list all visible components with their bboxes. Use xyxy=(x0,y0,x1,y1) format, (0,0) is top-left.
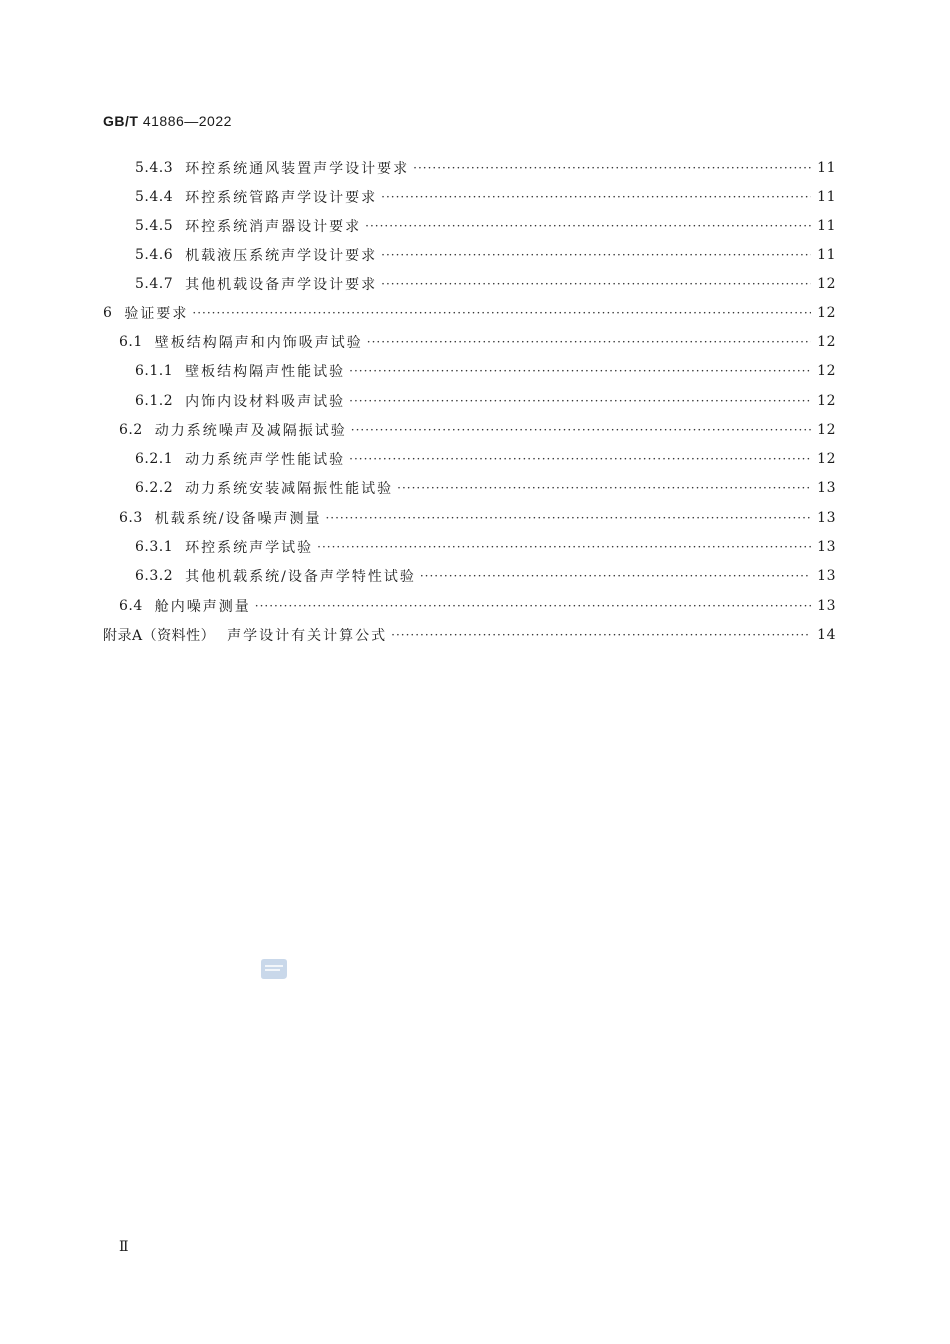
leader-dots xyxy=(255,599,811,613)
toc-entry-title: 壁板结构隔声和内饰吸声试验 xyxy=(154,335,363,351)
toc-entry-title: 机载液压系统声学设计要求 xyxy=(185,248,378,264)
toc-entry-number: 6.2.1 xyxy=(135,451,174,467)
toc-entry-page: 11 xyxy=(817,247,836,263)
toc-entry-title: 验证要求 xyxy=(124,306,189,322)
toc-entry-page: 11 xyxy=(817,189,836,205)
toc-entry-title: 舱内噪声测量 xyxy=(154,599,251,615)
toc-entry-page: 11 xyxy=(817,160,836,176)
toc-entry-number: 6.2.2 xyxy=(135,480,174,496)
toc-entry[interactable] xyxy=(119,508,836,528)
standard-code: GB/T xyxy=(103,113,139,129)
toc-entry-title: 其他机载设备声学设计要求 xyxy=(185,277,378,293)
leader-dots xyxy=(192,306,811,320)
toc-entry-title: 环控系统通风装置声学设计要求 xyxy=(185,161,410,177)
toc-entry[interactable] xyxy=(135,216,836,236)
toc-entry-title: 内饰内设材料吸声试验 xyxy=(185,394,346,410)
leader-dots xyxy=(367,335,811,349)
toc-entry-page: 12 xyxy=(817,305,836,321)
toc-entry-number: 5.4.3 xyxy=(135,160,174,176)
toc-entry-title: 机载系统/设备噪声测量 xyxy=(154,511,322,527)
toc-entry[interactable] xyxy=(135,537,836,557)
toc-entry-number: 5.4.5 xyxy=(135,218,174,234)
standard-number: 41886—2022 xyxy=(142,113,232,129)
toc-entry-number: 附录A（资料性） xyxy=(103,628,216,644)
toc-entry[interactable] xyxy=(135,245,836,265)
leader-dots xyxy=(351,423,811,437)
toc-entry-title: 环控系统声学试验 xyxy=(185,540,314,556)
toc-entry-page: 12 xyxy=(817,334,836,350)
toc-entry[interactable] xyxy=(135,391,836,411)
toc-entry-number: 5.4.6 xyxy=(135,247,174,263)
toc-entry-number: 6.3 xyxy=(119,510,143,526)
toc-entry-page: 13 xyxy=(817,598,836,614)
toc-entry-page: 11 xyxy=(817,218,836,234)
leader-dots xyxy=(397,481,811,495)
toc-entry-number: 6.2 xyxy=(119,422,143,438)
toc-entry[interactable] xyxy=(119,332,836,352)
toc-entry-page: 13 xyxy=(817,510,836,526)
leader-dots xyxy=(365,219,811,233)
toc-entry-page: 14 xyxy=(817,627,836,643)
leader-dots xyxy=(381,248,811,262)
leader-dots xyxy=(391,628,811,642)
leader-dots xyxy=(381,277,811,291)
toc-entry-title: 声学设计有关计算公式 xyxy=(227,628,388,644)
toc-entry[interactable] xyxy=(135,449,836,469)
toc-entry-number: 6.1.2 xyxy=(135,393,174,409)
leader-dots xyxy=(317,540,811,554)
toc-entry[interactable] xyxy=(135,566,836,586)
toc-entry-number: 5.4.4 xyxy=(135,189,174,205)
leader-dots xyxy=(381,190,811,204)
toc-entry[interactable] xyxy=(135,361,836,381)
page-number: Ⅱ xyxy=(119,1239,129,1255)
leader-dots xyxy=(349,364,811,378)
toc-entry-page: 12 xyxy=(817,363,836,379)
toc-entry-number: 6.3.1 xyxy=(135,539,174,555)
toc-entry-page: 13 xyxy=(817,539,836,555)
toc-entry-page: 13 xyxy=(817,568,836,584)
toc-entry-number: 6.3.2 xyxy=(135,568,174,584)
toc-entry-title: 壁板结构隔声性能试验 xyxy=(185,364,346,380)
toc-entry[interactable] xyxy=(135,274,836,294)
toc-entry-number: 6.4 xyxy=(119,598,143,614)
toc-entry[interactable] xyxy=(135,158,836,178)
sac-logo-icon xyxy=(260,957,288,981)
leader-dots xyxy=(349,452,811,466)
toc-entry-number: 6.1 xyxy=(119,334,143,350)
toc-entry[interactable] xyxy=(135,478,836,498)
toc-entry-appendix[interactable] xyxy=(103,625,836,645)
toc-entry-page: 12 xyxy=(817,276,836,292)
toc-entry-title: 其他机载系统/设备声学特性试验 xyxy=(185,569,416,585)
leader-dots xyxy=(349,394,811,408)
leader-dots xyxy=(413,161,811,175)
toc-entry[interactable] xyxy=(119,420,836,440)
leader-dots xyxy=(420,569,811,583)
toc-entry-title: 环控系统消声器设计要求 xyxy=(185,219,362,235)
toc-entry-title: 环控系统管路声学设计要求 xyxy=(185,190,378,206)
toc-entry-page: 12 xyxy=(817,393,836,409)
toc-entry-title: 动力系统噪声及减隔振试验 xyxy=(154,423,347,439)
toc-entry-page: 12 xyxy=(817,451,836,467)
toc-entry-title: 动力系统声学性能试验 xyxy=(185,452,346,468)
toc-entry[interactable] xyxy=(119,596,836,616)
toc-entry-title: 动力系统安装减隔振性能试验 xyxy=(185,481,394,497)
toc-entry-number: 6.1.1 xyxy=(135,363,174,379)
toc-entry-number: 5.4.7 xyxy=(135,276,174,292)
leader-dots xyxy=(325,511,811,525)
toc-entry[interactable] xyxy=(135,187,836,207)
toc-entry-page: 13 xyxy=(817,480,836,496)
toc-entry[interactable] xyxy=(103,303,836,323)
toc-entry-number: 6 xyxy=(103,305,113,321)
standard-header xyxy=(103,113,232,129)
toc-entry-page: 12 xyxy=(817,422,836,438)
